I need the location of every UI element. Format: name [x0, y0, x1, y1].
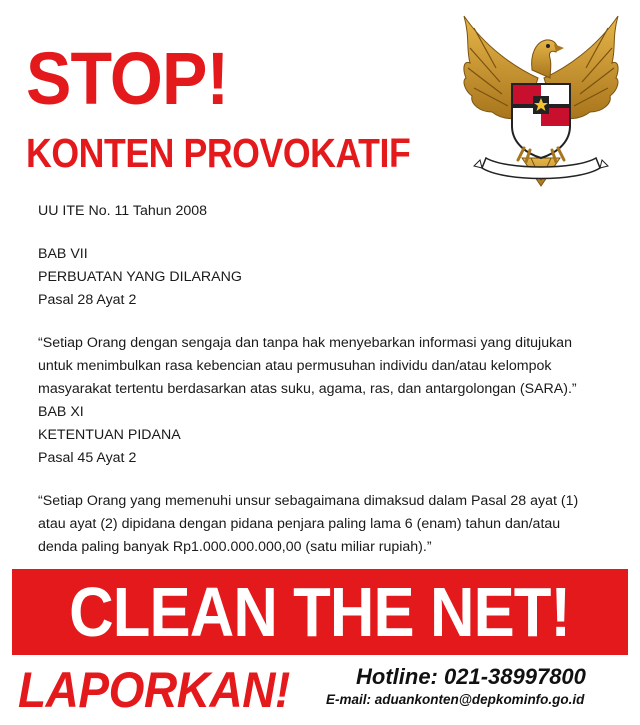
section1-quote-line: untuk menimbulkan rasa kebencian atau permusuhan individu dan/atau kelompok	[38, 358, 552, 374]
clean-the-net-banner	[12, 569, 628, 655]
section1-quote-line: masyarakat tertentu berdasarkan atas suku, agama, ras, dan antargolongan (SARA).”	[38, 381, 577, 397]
section2-quote-line: atau ayat (2) dipidana dengan pidana penjara paling lama 6 (enam) tahun dan/atau	[38, 516, 561, 532]
banner-text: CLEAN THE NET!	[69, 573, 571, 651]
section2-article: Pasal 45 Ayat 2	[38, 450, 137, 466]
garuda-emblem-icon	[456, 8, 626, 198]
law-text-block	[38, 200, 628, 559]
report-email: E-mail: aduankonten@depkominfo.go.id	[326, 692, 585, 707]
section1-article: Pasal 28 Ayat 2	[38, 292, 137, 308]
section1-quote-line: “Setiap Orang dengan sengaja dan tanpa hak menyebarkan informasi yang ditujukan	[38, 335, 572, 351]
section2-quote-line: denda paling banyak Rp1.000.000.000,00 (satu miliar rupiah).”	[38, 539, 432, 555]
hotline-number: Hotline: 021-38997800	[356, 664, 586, 689]
report-call-to-action: LAPORKAN!	[18, 662, 290, 718]
law-reference: UU ITE No. 11 Tahun 2008	[38, 203, 208, 219]
poster-subtitle: KONTEN PROVOKATIF	[26, 130, 411, 176]
section2-heading: KETENTUAN PIDANA	[38, 427, 181, 443]
section2-quote-line: “Setiap Orang yang memenuhi unsur sebagaimana dimaksud dalam Pasal 28 ayat (1)	[38, 493, 579, 509]
poster-title: STOP!	[26, 37, 229, 120]
section2-chapter: BAB XI	[38, 404, 84, 420]
section1-chapter: BAB VII	[38, 246, 88, 262]
section1-heading: PERBUATAN YANG DILARANG	[38, 269, 242, 285]
